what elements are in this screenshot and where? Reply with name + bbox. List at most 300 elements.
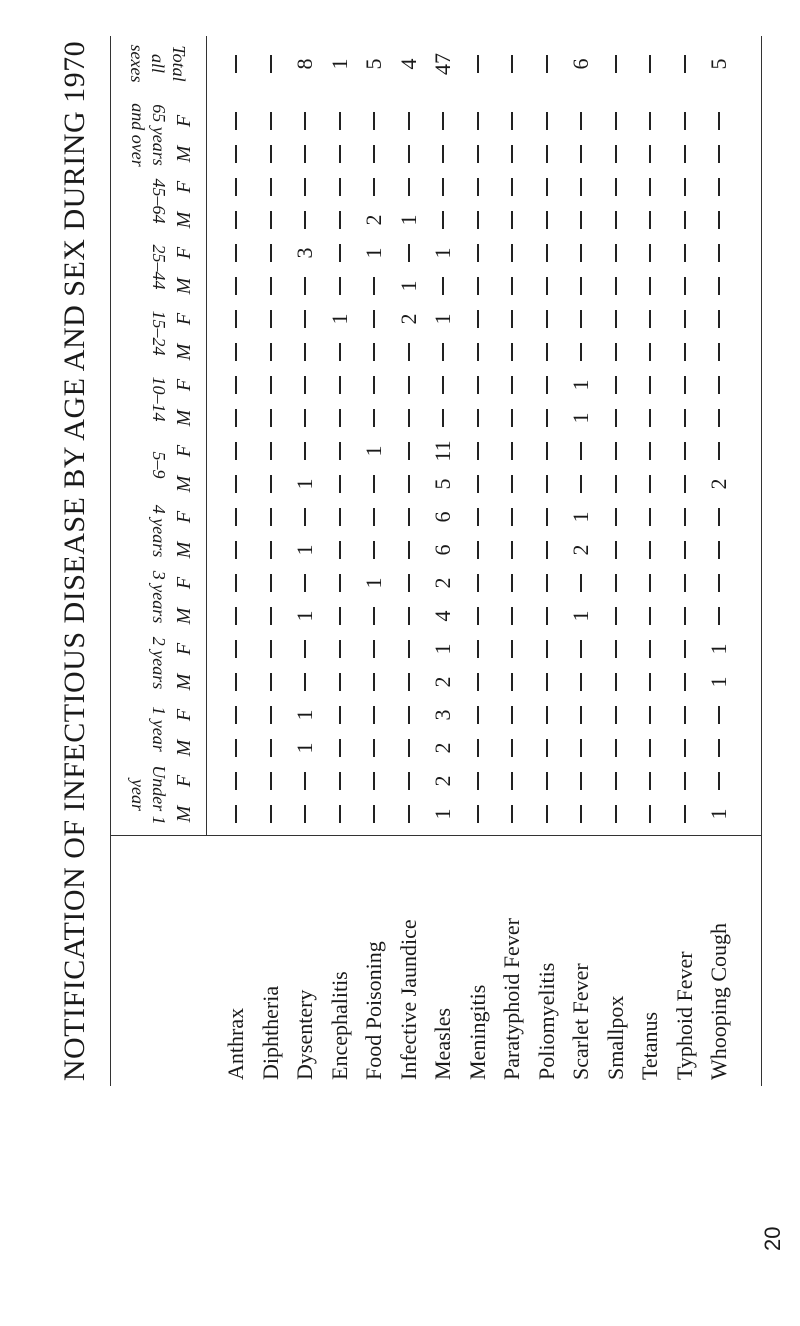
table-cell — [635, 734, 665, 762]
table-cell — [566, 767, 596, 795]
table-cell — [290, 569, 320, 597]
table-cell — [601, 800, 631, 828]
table-cell — [704, 173, 734, 201]
table-cell — [566, 305, 596, 333]
table-cell — [463, 338, 493, 366]
table-cell: 2 — [430, 775, 455, 787]
table-cell — [704, 305, 734, 333]
table-cell: 1 — [326, 313, 352, 325]
table-cell — [256, 701, 286, 729]
table-cell — [601, 107, 631, 135]
table-cell — [566, 173, 596, 201]
table-cell — [359, 635, 389, 663]
table-cell — [394, 668, 424, 696]
disease-label: Dysentery — [292, 989, 317, 1080]
table-cell: 1 — [292, 610, 317, 622]
table-cell — [221, 503, 251, 531]
table-cell — [497, 569, 527, 597]
table-cell — [394, 338, 424, 366]
table-cell — [635, 536, 665, 564]
table-cell — [566, 239, 596, 267]
table-cell — [428, 404, 458, 432]
table-cell — [670, 800, 700, 828]
disease-label: Meningitis — [464, 984, 490, 1080]
table-cell — [463, 140, 493, 168]
table-cell — [290, 503, 320, 531]
table-cell — [428, 371, 458, 399]
table-header — [111, 36, 207, 836]
table-cell — [359, 173, 389, 201]
table-cell — [325, 701, 355, 729]
disease-label: Tetanus — [637, 1011, 662, 1080]
table-cell — [394, 767, 424, 795]
table-cell — [359, 305, 389, 333]
table-cell: 1 — [361, 445, 386, 457]
table-cell — [221, 437, 251, 465]
table-cell: 11 — [430, 440, 455, 462]
table-cell — [704, 140, 734, 168]
table-cell — [601, 701, 631, 729]
table-cell — [256, 734, 286, 762]
table-cell — [428, 206, 458, 234]
table-cell: 2 — [361, 214, 386, 226]
table-cell — [463, 206, 493, 234]
table-cell — [256, 404, 286, 432]
table-cell — [566, 140, 596, 168]
table-cell — [290, 767, 320, 795]
table-cell — [463, 470, 493, 498]
table-cell: 6 — [430, 511, 455, 523]
table-cell — [635, 767, 665, 795]
table-cell — [704, 701, 734, 729]
table-cell — [221, 602, 251, 630]
table-cell — [290, 107, 320, 135]
table-cell — [704, 371, 734, 399]
table-cell — [325, 536, 355, 564]
page-number: 20 — [760, 1226, 785, 1251]
table-cell — [256, 371, 286, 399]
disease-label: Scarlet Fever — [568, 963, 593, 1080]
total-cell: 4 — [395, 58, 421, 70]
table-cell — [359, 404, 389, 432]
table-cell: 4 — [430, 610, 455, 622]
table-cell — [325, 767, 355, 795]
table-cell — [394, 107, 424, 135]
total-cell — [635, 50, 665, 78]
table-cell — [359, 536, 389, 564]
table-cell — [463, 536, 493, 564]
table-cell — [532, 206, 562, 234]
table-cell — [428, 173, 458, 201]
table-cell — [601, 536, 631, 564]
table-cell — [325, 734, 355, 762]
table-cell — [497, 206, 527, 234]
table-cell: 6 — [430, 544, 455, 556]
table-cell — [601, 140, 631, 168]
table-cell — [463, 437, 493, 465]
table-cell — [497, 734, 527, 762]
table-cell — [670, 107, 700, 135]
table-cell — [221, 371, 251, 399]
table-cell — [635, 272, 665, 300]
table-cell — [359, 371, 389, 399]
disease-label-column — [111, 835, 761, 1086]
table-cell — [463, 503, 493, 531]
table-cell — [497, 602, 527, 630]
total-cell — [463, 50, 493, 78]
total-cell — [670, 50, 700, 78]
age-group-header: 5–9 — [149, 451, 169, 479]
table-cell — [566, 338, 596, 366]
table-cell — [221, 668, 251, 696]
table-cell — [704, 272, 734, 300]
table-cell — [359, 767, 389, 795]
table-cell — [635, 602, 665, 630]
table-cell — [394, 734, 424, 762]
disease-label: Smallpox — [602, 995, 628, 1080]
table-cell: 1 — [292, 544, 317, 556]
table-cell — [566, 272, 596, 300]
table-cell — [635, 140, 665, 168]
table-cell — [256, 536, 286, 564]
table-cell — [359, 701, 389, 729]
sex-header-female: F — [173, 246, 195, 260]
age-group-header: Under 1 year — [128, 765, 169, 825]
table-cell — [670, 173, 700, 201]
table-cell — [394, 569, 424, 597]
table-cell — [670, 404, 700, 432]
table-cell — [497, 107, 527, 135]
page-title: NOTIFICATION OF INFECTIOUS DISEASE BY AGE AND SEX DURING 1970 — [58, 40, 91, 1082]
age-group-header: 25–44 — [149, 244, 169, 290]
table-cell — [601, 305, 631, 333]
table-cell: 2 — [430, 676, 455, 688]
table-cell — [463, 668, 493, 696]
table-cell: 3 — [292, 247, 317, 259]
table-cell — [601, 668, 631, 696]
table-cell — [497, 536, 527, 564]
table-cell — [635, 404, 665, 432]
table-cell — [221, 635, 251, 663]
table-cell — [601, 569, 631, 597]
table-cell — [428, 272, 458, 300]
disease-label: Food Poisoning — [361, 941, 386, 1080]
table-cell — [221, 734, 251, 762]
table-cell — [463, 305, 493, 333]
table-cell — [256, 602, 286, 630]
table-cell — [221, 272, 251, 300]
table-cell — [497, 470, 527, 498]
sex-header-female: F — [173, 444, 195, 458]
sex-header-male: M — [173, 145, 195, 163]
table-cell — [635, 635, 665, 663]
table-cell — [635, 206, 665, 234]
table-cell — [670, 272, 700, 300]
table-cell: 3 — [430, 709, 455, 721]
table-cell — [601, 272, 631, 300]
table-cell — [394, 536, 424, 564]
table-cell — [497, 668, 527, 696]
table-cell — [704, 503, 734, 531]
table-cell — [601, 173, 631, 201]
table-cell — [256, 338, 286, 366]
table-cell — [601, 437, 631, 465]
table-cell — [325, 371, 355, 399]
table-cell — [325, 206, 355, 234]
total-cell — [256, 50, 286, 78]
table-cell — [394, 701, 424, 729]
table-cell — [394, 800, 424, 828]
table-cell — [670, 569, 700, 597]
table-cell — [463, 173, 493, 201]
table-cell — [325, 140, 355, 168]
table-cell — [394, 602, 424, 630]
table-cell: 2 — [395, 313, 421, 325]
table-cell — [359, 668, 389, 696]
table-cell: 1 — [292, 742, 317, 754]
table-cell — [290, 140, 320, 168]
table-cell — [325, 338, 355, 366]
total-cell: 6 — [568, 58, 593, 70]
table-cell — [463, 107, 493, 135]
table-cell — [704, 734, 734, 762]
table-cell — [635, 701, 665, 729]
disease-label: Whooping Cough — [706, 922, 731, 1080]
table-cell — [359, 602, 389, 630]
table-cell — [325, 107, 355, 135]
total-cell — [497, 50, 527, 78]
table-cell — [635, 503, 665, 531]
table-cell — [497, 272, 527, 300]
total-cell: 5 — [361, 58, 386, 70]
table-cell — [704, 338, 734, 366]
age-group-header: 10–14 — [149, 376, 169, 422]
table-cell — [566, 470, 596, 498]
table-cell — [256, 305, 286, 333]
table-cell — [463, 569, 493, 597]
table-cell — [704, 767, 734, 795]
table-cell — [394, 470, 424, 498]
table-cell: 2 — [706, 478, 731, 490]
table-cell: 1 — [361, 577, 386, 589]
table-cell: 1 — [395, 280, 421, 292]
table-cell — [325, 800, 355, 828]
table-cell: 1 — [706, 643, 731, 655]
disease-table — [110, 36, 762, 1086]
sex-header-male: M — [173, 541, 195, 559]
table-cell: 2 — [430, 577, 455, 589]
table-cell — [497, 503, 527, 531]
table-cell — [601, 404, 631, 432]
table-cell — [670, 338, 700, 366]
table-cell — [704, 536, 734, 564]
table-cell: 1 — [430, 643, 455, 655]
table-cell — [463, 239, 493, 267]
table-cell — [290, 272, 320, 300]
table-cell — [601, 239, 631, 267]
table-cell: 2 — [568, 544, 593, 556]
table-cell — [325, 404, 355, 432]
table-cell — [359, 338, 389, 366]
table-cell — [290, 305, 320, 333]
table-cell — [290, 371, 320, 399]
table-cell — [670, 371, 700, 399]
table-cell — [497, 701, 527, 729]
age-group-header: 1 year — [149, 706, 169, 752]
total-cell: 8 — [292, 58, 317, 70]
table-cell — [325, 602, 355, 630]
table-cell — [221, 305, 251, 333]
table-cell: 1 — [430, 808, 455, 820]
sex-header-male: M — [173, 607, 195, 625]
table-cell — [290, 668, 320, 696]
table-cell — [532, 701, 562, 729]
sex-header-male: M — [173, 805, 195, 823]
table-cell — [221, 404, 251, 432]
table-cell — [635, 239, 665, 267]
age-group-header: 45–64 — [149, 178, 169, 224]
table-cell — [256, 668, 286, 696]
table-cell — [256, 206, 286, 234]
disease-label: Diphtheria — [257, 985, 283, 1080]
table-cell — [532, 107, 562, 135]
table-cell — [670, 701, 700, 729]
table-cell — [532, 734, 562, 762]
table-cell — [635, 371, 665, 399]
age-group-header: 4 years — [149, 504, 169, 558]
table-cell — [463, 701, 493, 729]
table-cell — [290, 173, 320, 201]
total-cell: 5 — [706, 58, 731, 70]
table-cell — [601, 635, 631, 663]
table-cell: 1 — [430, 247, 455, 259]
table-cell — [394, 635, 424, 663]
table-cell — [221, 338, 251, 366]
table-cell — [532, 470, 562, 498]
sex-header-female: F — [173, 510, 195, 524]
table-cell — [497, 800, 527, 828]
table-cell — [670, 206, 700, 234]
table-cell — [359, 800, 389, 828]
sex-header-female: F — [173, 642, 195, 656]
table-cell — [601, 470, 631, 498]
table-cell — [635, 173, 665, 201]
table-cell — [325, 173, 355, 201]
table-cell — [497, 338, 527, 366]
table-cell — [325, 668, 355, 696]
table-cell — [428, 107, 458, 135]
table-cell — [532, 602, 562, 630]
table-cell — [221, 536, 251, 564]
table-cell — [497, 767, 527, 795]
table-cell — [428, 338, 458, 366]
table-cell — [670, 437, 700, 465]
table-cell — [290, 206, 320, 234]
table-cell: 1 — [395, 214, 421, 226]
table-cell: 1 — [568, 511, 593, 523]
sex-header-male: M — [173, 475, 195, 493]
table-cell — [290, 404, 320, 432]
table-cell — [290, 437, 320, 465]
table-cell — [256, 767, 286, 795]
table-cell — [635, 800, 665, 828]
table-cell — [497, 305, 527, 333]
age-group-header: 65 years and over — [128, 103, 169, 167]
disease-label: Encephalitis — [326, 971, 352, 1080]
table-cell — [325, 503, 355, 531]
age-group-header: 2 years — [149, 636, 169, 690]
table-cell — [532, 635, 562, 663]
sex-header-male: M — [173, 673, 195, 691]
sex-header-female: F — [173, 576, 195, 590]
table-cell: 1 — [361, 247, 386, 259]
table-cell — [532, 305, 562, 333]
table-cell — [325, 437, 355, 465]
table-cell — [256, 503, 286, 531]
sex-header-male: M — [173, 211, 195, 229]
table-cell — [532, 767, 562, 795]
table-cell — [256, 635, 286, 663]
table-cell — [256, 173, 286, 201]
table-cell — [463, 272, 493, 300]
table-cell — [601, 338, 631, 366]
table-cell — [566, 701, 596, 729]
table-cell — [532, 173, 562, 201]
table-cell: 1 — [706, 676, 731, 688]
table-cell — [532, 800, 562, 828]
table-cell — [221, 107, 251, 135]
table-cell — [359, 272, 389, 300]
table-cell — [221, 206, 251, 234]
table-cell: 2 — [430, 742, 455, 754]
table-cell — [394, 503, 424, 531]
table-cell — [497, 437, 527, 465]
table-cell — [601, 206, 631, 234]
table-cell — [635, 107, 665, 135]
sex-header-female: F — [173, 378, 195, 392]
table-cell — [221, 800, 251, 828]
table-cell — [497, 239, 527, 267]
table-cell — [601, 371, 631, 399]
table-cell — [463, 404, 493, 432]
sex-header-female: F — [173, 180, 195, 194]
table-cell — [670, 767, 700, 795]
table-cell — [532, 338, 562, 366]
table-cell — [670, 602, 700, 630]
table-cell — [221, 569, 251, 597]
table-cell — [704, 602, 734, 630]
table-cell — [601, 734, 631, 762]
table-cell: 1 — [568, 610, 593, 622]
table-cell — [290, 338, 320, 366]
table-cell — [635, 668, 665, 696]
table-cell — [290, 800, 320, 828]
age-group-header: 15–24 — [149, 310, 169, 356]
disease-label: Infective Jaundice — [395, 919, 421, 1080]
table-cell — [359, 734, 389, 762]
table-cell — [670, 536, 700, 564]
disease-label: Measles — [430, 1007, 455, 1080]
disease-label: Paratyphoid Fever — [499, 918, 524, 1080]
table-cell — [566, 668, 596, 696]
sex-header-male: M — [173, 277, 195, 295]
table-cell — [704, 437, 734, 465]
table-cell — [704, 239, 734, 267]
table-cell — [256, 569, 286, 597]
total-header: Total all sexes — [127, 44, 190, 83]
table-cell — [704, 107, 734, 135]
table-cell — [325, 272, 355, 300]
